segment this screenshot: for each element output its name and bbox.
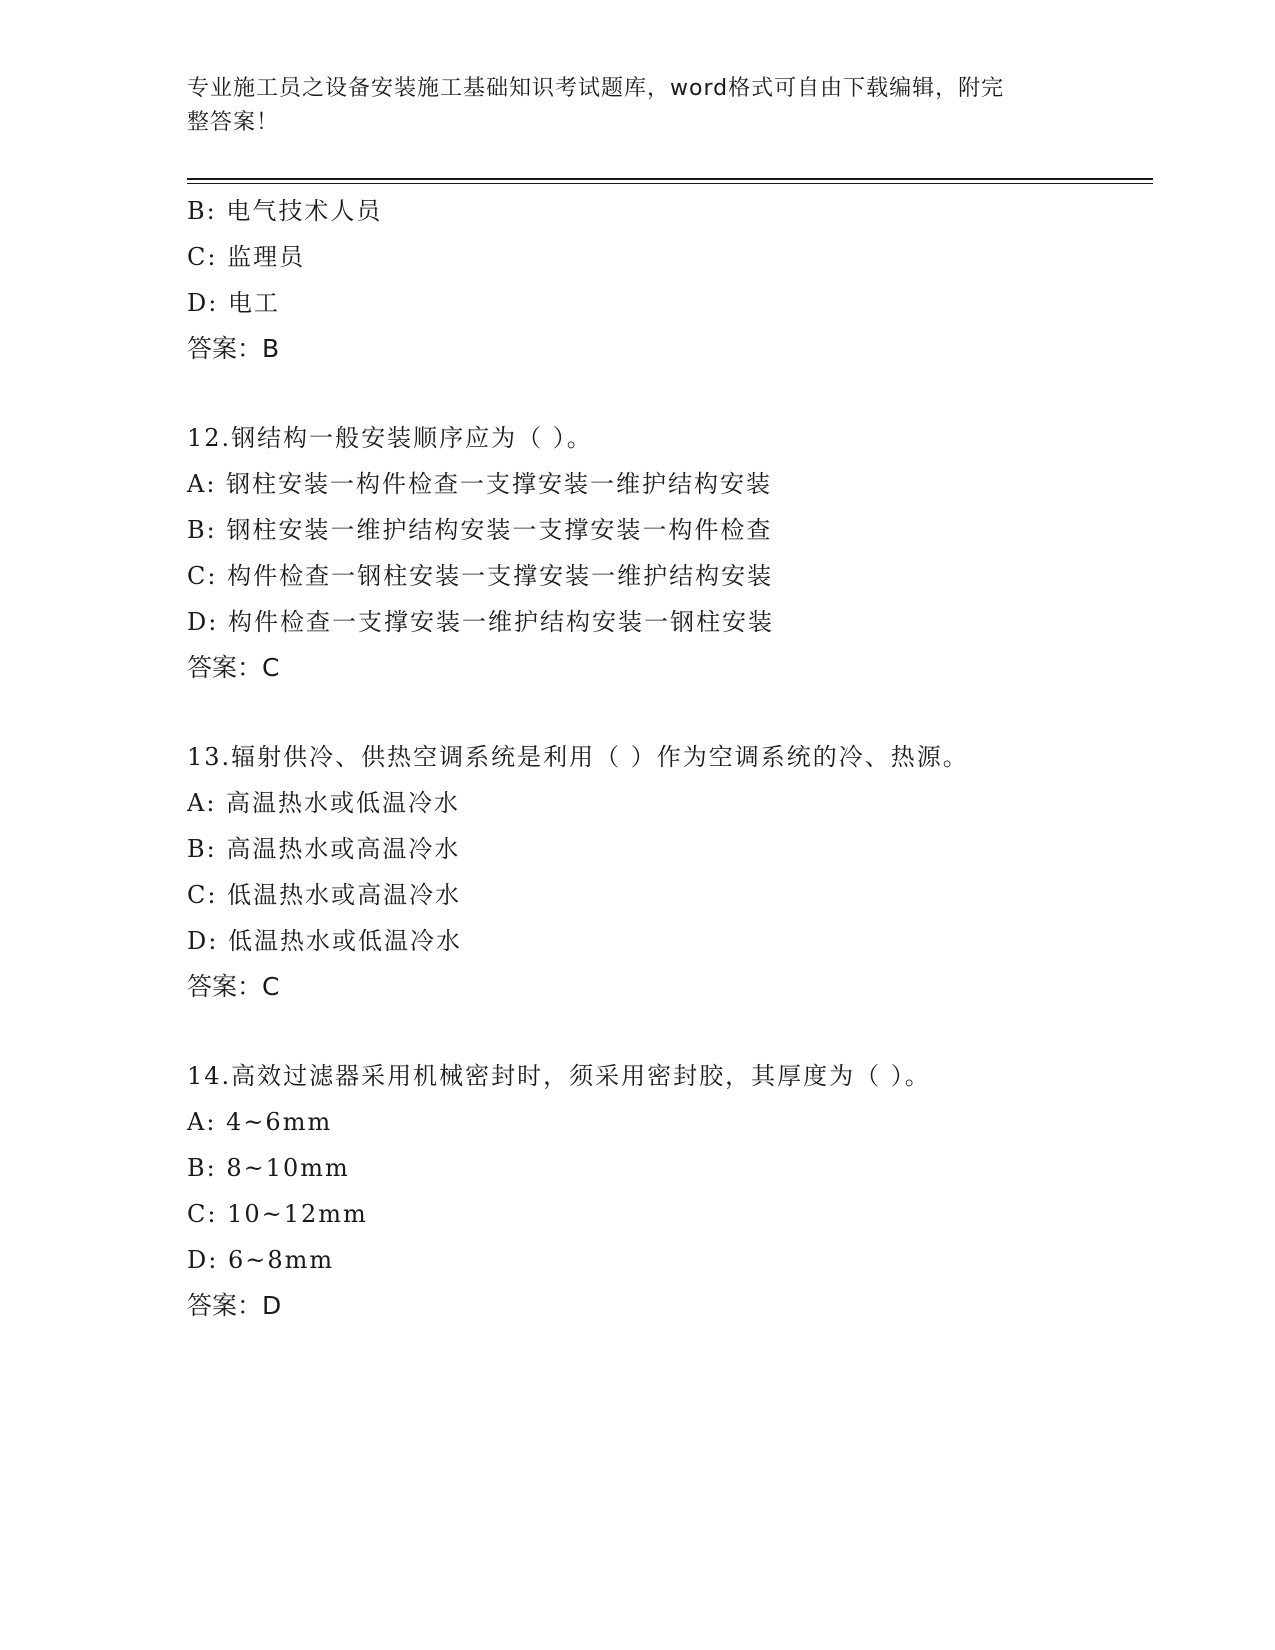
header-divider-thin [187,183,1153,184]
option-c: C: 低温热水或高温冷水 [187,881,462,909]
option-b: B: 电气技术人员 [187,197,383,225]
answer-label: 答案：C [187,972,280,1001]
answer-label: 答案：B [187,334,280,363]
option-b: B: 高温热水或高温冷水 [187,835,461,863]
option-d: D: 低温热水或低温冷水 [187,927,462,955]
option-a: A: 钢柱安装一构件检查一支撑安装一维护结构安装 [187,470,773,498]
header-divider-thick [187,178,1153,180]
question-text: 13.辐射供冷、供热空调系统是利用（ ）作为空调系统的冷、热源。 [187,743,969,771]
question-block [187,734,1153,1010]
option-d: D: 电工 [187,289,280,317]
question-block [187,415,1153,691]
document-header [187,72,1067,140]
question-list [187,188,1153,1329]
option-d: D: 6~8mm [187,1246,335,1274]
block-spacer [187,691,1153,734]
option-a: A: 高温热水或低温冷水 [187,789,461,817]
block-spacer [187,1010,1153,1053]
block-spacer [187,372,1153,415]
option-c: C: 10~12mm [187,1200,368,1228]
option-c: C: 构件检查一钢柱安装一支撑安装一维护结构安装 [187,562,774,590]
question-text: 12.钢结构一般安装顺序应为（ ）。 [187,424,593,452]
header-line-2: 整答案！ [187,110,280,135]
question-block [187,1053,1153,1329]
question-block [187,188,1153,372]
question-text: 14.高效过滤器采用机械密封时，须采用密封胶，其厚度为（ ）。 [187,1062,931,1090]
option-c: C: 监理员 [187,243,306,271]
header-line-1: 专业施工员之设备安装施工基础知识考试题库，word格式可自由下载编辑，附完 [187,76,1005,101]
option-a: A: 4~6mm [187,1108,333,1136]
option-b: B: 8~10mm [187,1154,350,1182]
answer-label: 答案：C [187,653,280,682]
answer-label: 答案：D [187,1291,282,1320]
option-d: D: 构件检查一支撑安装一维护结构安装一钢柱安装 [187,608,774,636]
option-b: B: 钢柱安装一维护结构安装一支撑安装一构件检查 [187,516,773,544]
